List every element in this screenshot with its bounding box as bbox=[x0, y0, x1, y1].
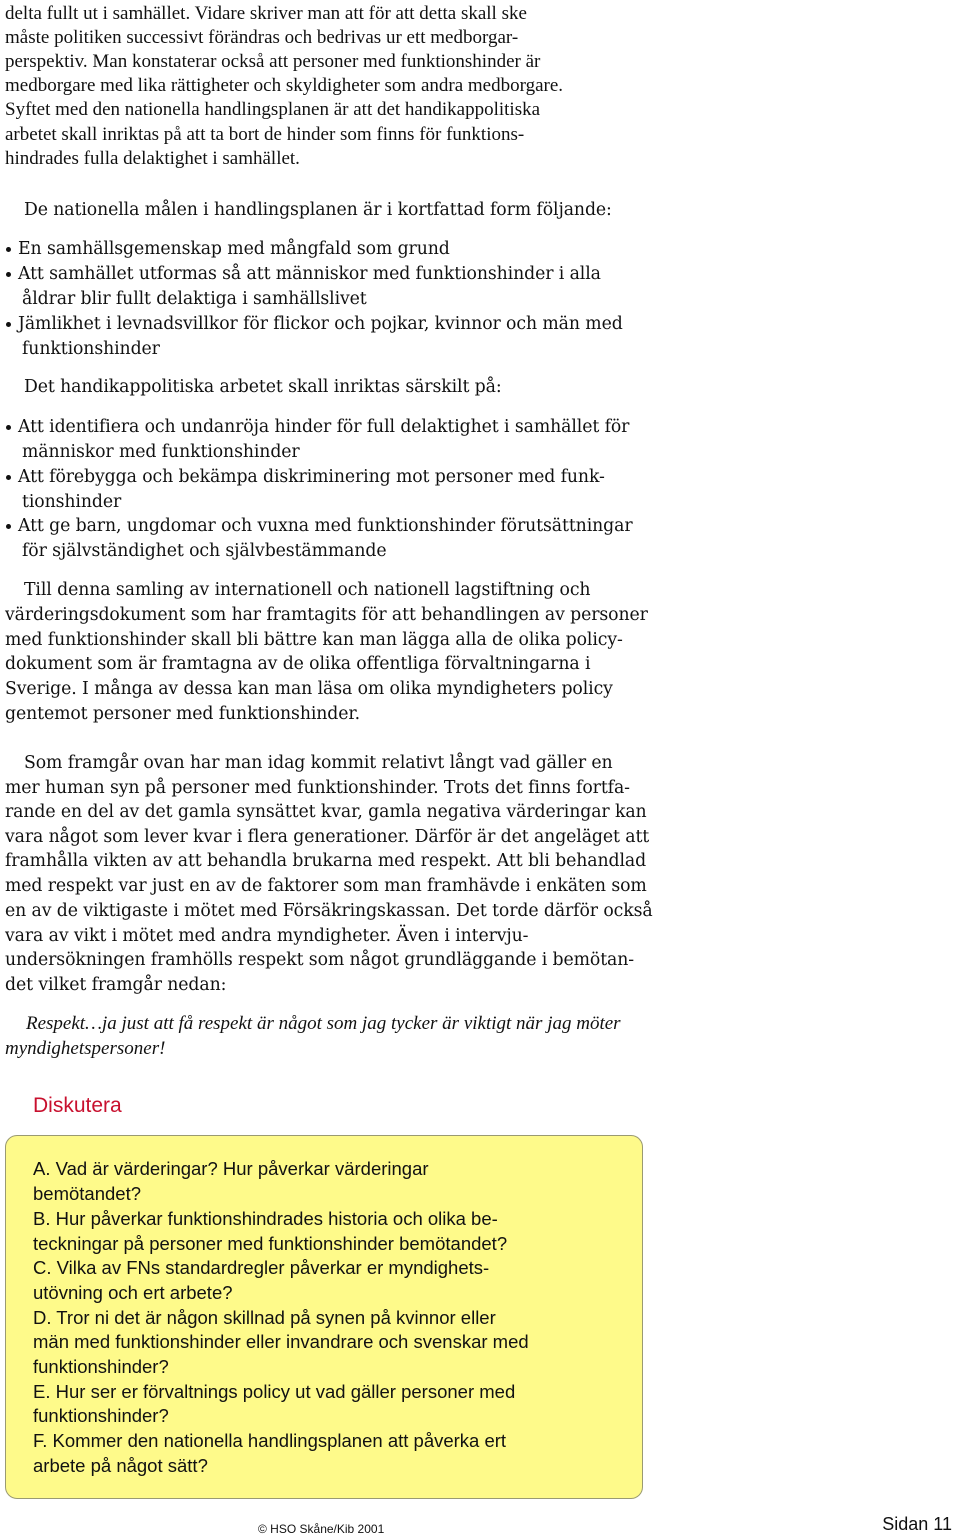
goals-intro: De nationella målen i handlingsplanen är i kortfattad form följande: bbox=[24, 200, 612, 220]
text-line: Syftet med den nationella handlingsplanen är att det handikappolitiska bbox=[5, 99, 541, 120]
text-line: framhålla vikten av att behandla brukarna med respekt. Att bli behandlad bbox=[5, 851, 647, 871]
text-line: värderingsdokument som har framtagits för att behandlingen av personer bbox=[5, 605, 648, 625]
bullet-icon bbox=[6, 322, 11, 327]
bullet-text: funktionshinder bbox=[22, 339, 160, 359]
question-line: C. Vilka av FNs standardregler påverkar er myndighets- bbox=[33, 1257, 490, 1278]
bullet-text: åldrar blir fullt delaktiga i samhällslivet bbox=[22, 289, 367, 309]
text-line: undersökningen framhölls respekt som något grundläggande i bemötan- bbox=[5, 950, 635, 970]
bullet-icon bbox=[6, 524, 11, 529]
quote-line: Respekt…ja just att få respekt är något som jag tycker är viktigt när jag möter bbox=[26, 1013, 621, 1034]
text-line: vara av vikt i mötet med andra myndigheter. Även i intervju- bbox=[5, 926, 529, 946]
question-line: D. Tror ni det är någon skillnad på synen på kvinnor eller bbox=[33, 1307, 496, 1328]
text-line: perspektiv. Man konstaterar också att personer med funktionshinder är bbox=[5, 51, 541, 72]
text-line: Som framgår ovan har man idag kommit relativt långt vad gäller en bbox=[24, 753, 613, 773]
text-line: gentemot personer med funktionshinder. bbox=[5, 704, 361, 724]
focus-intro: Det handikappolitiska arbetet skall inriktas särskilt på: bbox=[24, 377, 502, 397]
quote-line: myndighetspersoner! bbox=[5, 1038, 166, 1059]
bullet-text: Att identifiera och undanröja hinder för full delaktighet i samhället för bbox=[18, 417, 630, 437]
bullet-icon bbox=[6, 425, 11, 430]
bullet-text: Att ge barn, ungdomar och vuxna med funktionshinder förutsättningar bbox=[18, 516, 633, 536]
question-line: funktionshinder? bbox=[33, 1356, 169, 1377]
text-line: hindrades fulla delaktighet i samhället. bbox=[5, 148, 300, 169]
question-line: F. Kommer den nationella handlingsplanen att påverka ert bbox=[33, 1430, 507, 1451]
bullet-text: människor med funktionshinder bbox=[22, 442, 300, 462]
question-line: arbete på något sätt? bbox=[33, 1455, 208, 1476]
text-line: Sverige. I många av dessa kan man läsa om olika myndigheters policy bbox=[5, 679, 613, 699]
text-line: rande en del av det gamla synsättet kvar, gamla negativa värderingar kan bbox=[5, 802, 647, 822]
question-line: utövning och ert arbete? bbox=[33, 1282, 233, 1303]
bullet-text: Att samhället utformas så att människor med funktionshinder i alla bbox=[18, 264, 601, 284]
text-line: med respekt var just en av de faktorer som man framhävde i enkäten som bbox=[5, 876, 647, 896]
text-line: Till denna samling av internationell och nationell lagstiftning och bbox=[24, 580, 591, 600]
page-number: Sidan 11 bbox=[882, 1514, 952, 1534]
text-line: medborgare med lika rättigheter och skyldigheter som andra medborgare. bbox=[5, 75, 564, 96]
text-line: en av de viktigaste i mötet med Försäkringskassan. Det torde därför också bbox=[5, 901, 653, 921]
text-line: mer human syn på personer med funktionshinder. Trots det finns fortfa- bbox=[5, 778, 630, 798]
text-line: dokument som är framtagna av de olika offentliga förvaltningarna i bbox=[5, 654, 591, 674]
footer-copyright: © HSO Skåne/Kib 2001 bbox=[258, 1522, 385, 1536]
bullet-text: En samhällsgemenskap med mångfald som grund bbox=[18, 239, 450, 259]
text-line: med funktionshinder skall bli bättre kan man lägga alla de olika policy- bbox=[5, 630, 623, 650]
bullet-icon bbox=[6, 272, 11, 277]
text-line: arbetet skall inriktas på att ta bort de hinder som finns för funktions- bbox=[5, 124, 525, 145]
text-line: vara något som lever kvar i flera generationer. Därför är det angeläget att bbox=[5, 827, 650, 847]
bullet-text: för självständighet och självbestämmande bbox=[22, 541, 387, 561]
question-line: B. Hur påverkar funktionshindrades historia och olika be- bbox=[33, 1208, 498, 1229]
question-line: E. Hur ser er förvaltnings policy ut vad gäller personer med bbox=[33, 1381, 516, 1402]
text-line: det vilket framgår nedan: bbox=[5, 975, 227, 995]
question-line: teckningar på personer med funktionshinder bemötandet? bbox=[33, 1233, 508, 1254]
bullet-text: Att förebygga och bekämpa diskriminering mot personer med funk- bbox=[18, 467, 605, 487]
question-line: funktionshinder? bbox=[33, 1405, 169, 1426]
bullet-icon bbox=[6, 247, 11, 252]
discuss-heading: Diskutera bbox=[33, 1094, 122, 1117]
text-line: måste politiken successivt förändras och bedrivas ur ett medborgar- bbox=[5, 27, 519, 48]
text-line: delta fullt ut i samhället. Vidare skriver man att för att detta skall ske bbox=[5, 3, 527, 24]
bullet-text: Jämlikhet i levnadsvillkor för flickor och pojkar, kvinnor och män med bbox=[18, 314, 623, 334]
question-line: A. Vad är värderingar? Hur påverkar värderingar bbox=[33, 1158, 429, 1179]
bullet-text: tionshinder bbox=[22, 492, 122, 512]
question-line: män med funktionshinder eller invandrare och svenskar med bbox=[33, 1331, 529, 1352]
question-line: bemötandet? bbox=[33, 1183, 142, 1204]
bullet-icon bbox=[6, 475, 11, 480]
